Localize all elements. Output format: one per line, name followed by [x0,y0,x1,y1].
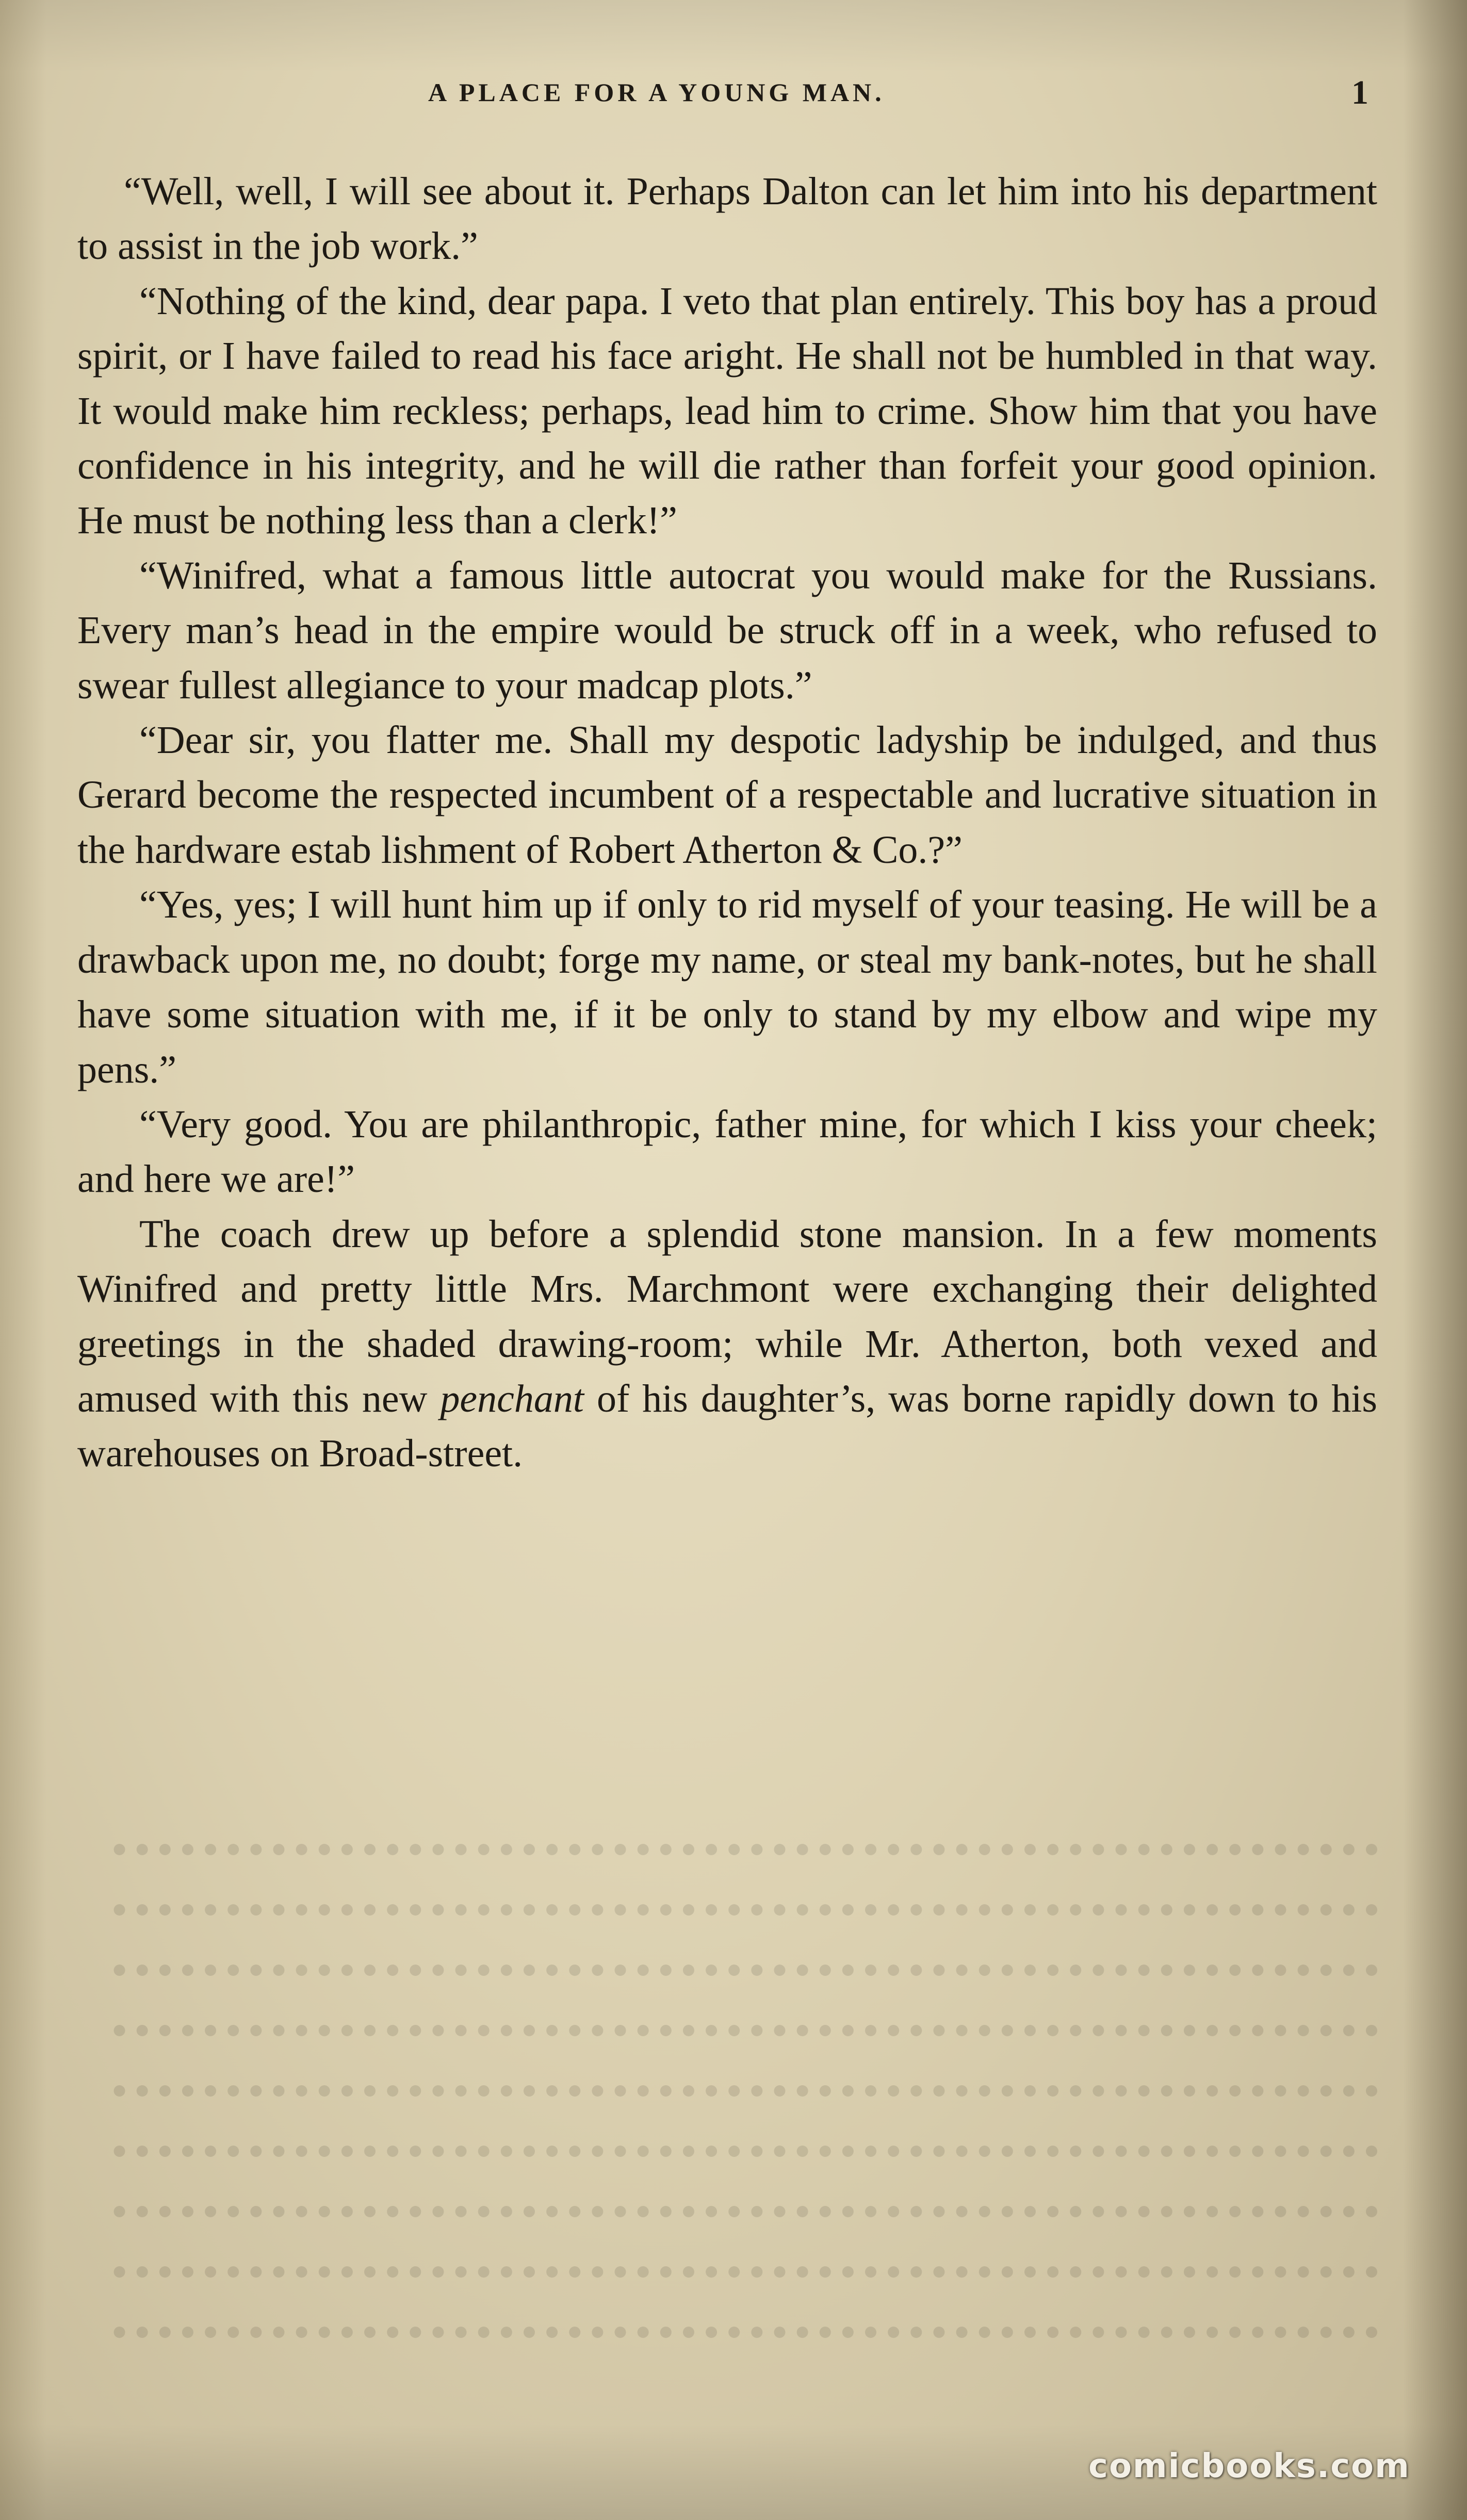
ghost-text-line [113,1916,1377,1976]
chapter-title: A PLACE FOR A YOUNG MAN. [428,78,885,107]
page-number: 1 [1351,74,1368,111]
paragraph-text-start: The coach drew up before a splendid stone mansion. In a few moments Winifred and pretty little Mrs. Marchmont were exchanging their delighted greetings in the shaded drawing-room; while Mr. Atherton, both vexed and amused with this new [77,1212,1377,1420]
paragraph: “Winifred, what a famous little autocrat you would make for the Russians. Every man’s head in the empire would be struck off in a week, who refused to swear fullest allegiance to your madcap plots.” [77,553,1377,707]
ghost-text-line [113,2217,1377,2278]
paragraph-final [77,1207,1377,1481]
ghost-text-line [113,2157,1377,2217]
ghost-text-line [113,2278,1377,2338]
site-watermark: comicbooks.com [1088,2447,1410,2485]
running-head [0,74,1467,119]
ghost-text-line [113,1795,1377,1855]
paragraph: “Well, well, I will see about it. Perhaps Dalton can let him into his department to assist in the job work.” [77,170,1377,268]
reverse-page-bleed-through [113,1795,1377,2362]
ghost-text-line [113,1976,1377,2036]
italic-word: penchant [440,1377,584,1420]
ghost-text-line [113,2097,1377,2157]
paragraph: “Nothing of the kind, dear papa. I veto that plan entirely. This boy has a proud spirit, or I have failed to read his face aright. He shall not be humbled in that way. It would make him reckless; perhaps, lead him to crime. Show him that you have confidence in his integrity, and he will die rather than forfeit your good opinion. He must be nothing less than a clerk!” [77,279,1377,543]
paragraph: “Dear sir, you flatter me. Shall my despotic ladyship be indulged, and thus Gerard become the respected incumbent of a respectable and lucrative situation in the hardware estab lishment of Robert Atherton & Co.?” [77,718,1377,872]
body-text [77,164,1377,1481]
paragraph-text-end: of his daughter’s, was borne rapidly down to his warehouses on Broad-street. [77,1377,1377,1476]
ghost-text-line [113,2338,1377,2362]
ghost-text-line [113,2036,1377,2097]
paragraph: “Very good. You are philanthropic, father mine, for which I kiss your cheek; and here we are!” [77,1102,1377,1201]
ghost-text-line [113,1855,1377,1916]
paragraph: “Yes, yes; I will hunt him up if only to rid myself of your teasing. He will be a drawback upon me, no doubt; forge my name, or steal my bank-notes, but he shall have some situation with me, if it be only to stand by my elbow and wipe my pens.” [77,883,1377,1091]
